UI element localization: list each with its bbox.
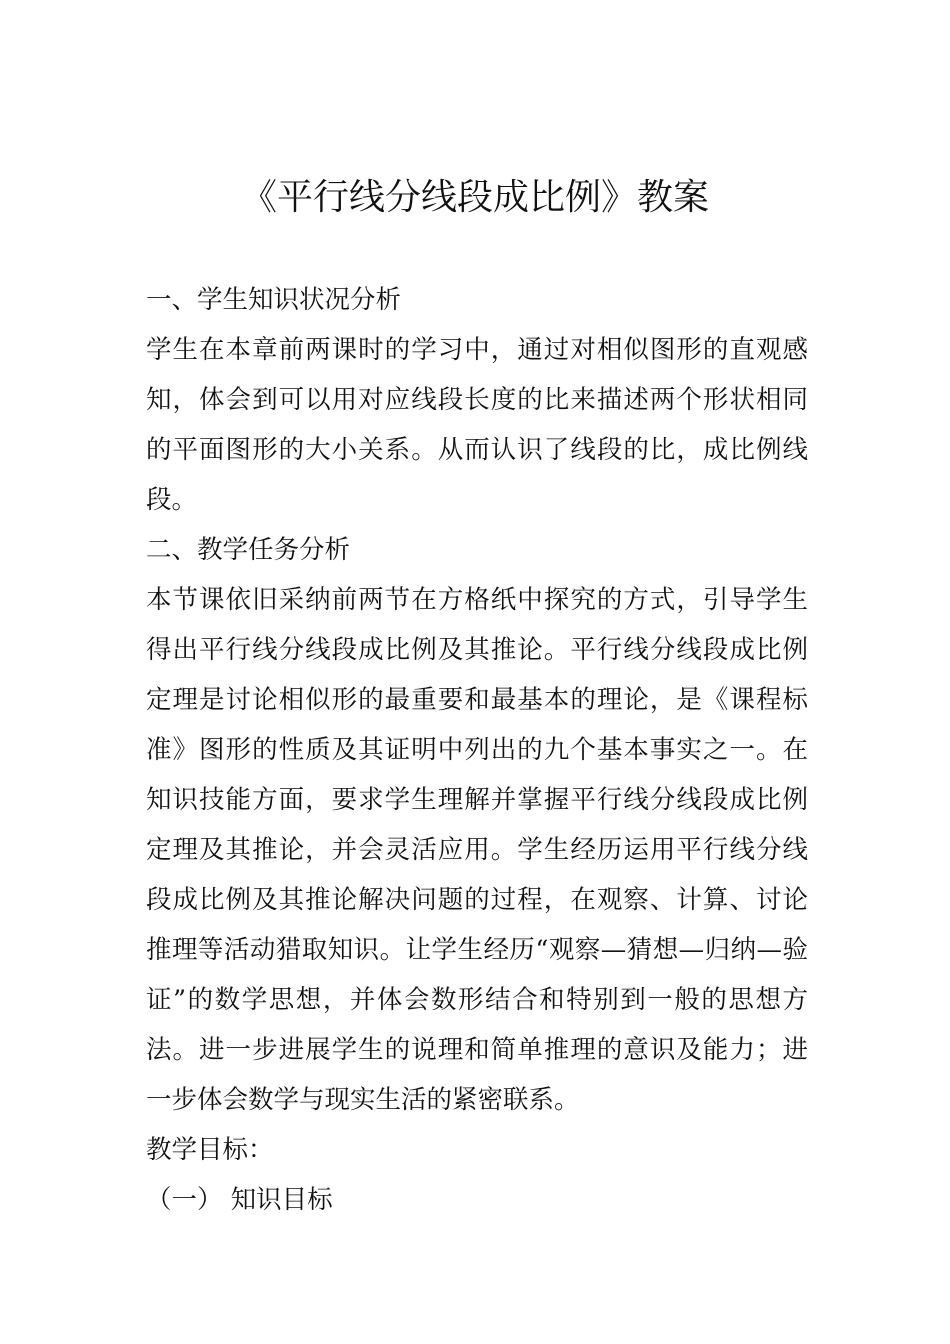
document-body [146,275,808,1225]
document-title: 《平行线分线段成比例》教案 [240,177,709,218]
section-body-2: 本节课依旧采纳前两节在方格纸中探究的方式，引导学生得出平行线分线段成比例及其推论。平行线分线段成比例定理是讨论相似形的最重要和最基本的理论，是《课程标准》图形的性质及其证明中列出的九个基本事实之一。在知识技能方面，要求学生理解并掌握平行线分线段成比例定理及其推论，并会灵活应用。学生经历运用平行线分线段成比例及其推论解决问题的过程，在观察、计算、讨论推理等活动猎取知识。让学生经历“观察—猜想—归纳—验证”的数学思想，并体会数形结合和特别到一般的思想方法。进一步进展学生的说理和简单推理的意识及能力；进一步体会数学与现实生活的紧密联系。 [146,585,808,1115]
goals-heading: 教学目标： [146,1135,274,1165]
section-heading-1: 一、学生知识状况分析 [146,285,402,315]
goals-subheading: （一） 知识目标 [146,1185,333,1215]
section-heading-2: 二、教学任务分析 [146,535,351,565]
section-body-1: 学生在本章前两课时的学习中，通过对相似图形的直观感知，体会到可以用对应线段长度的比来描述两个形状相同的平面图形的大小关系。从而认识了线段的比，成比例线段。 [146,335,808,515]
